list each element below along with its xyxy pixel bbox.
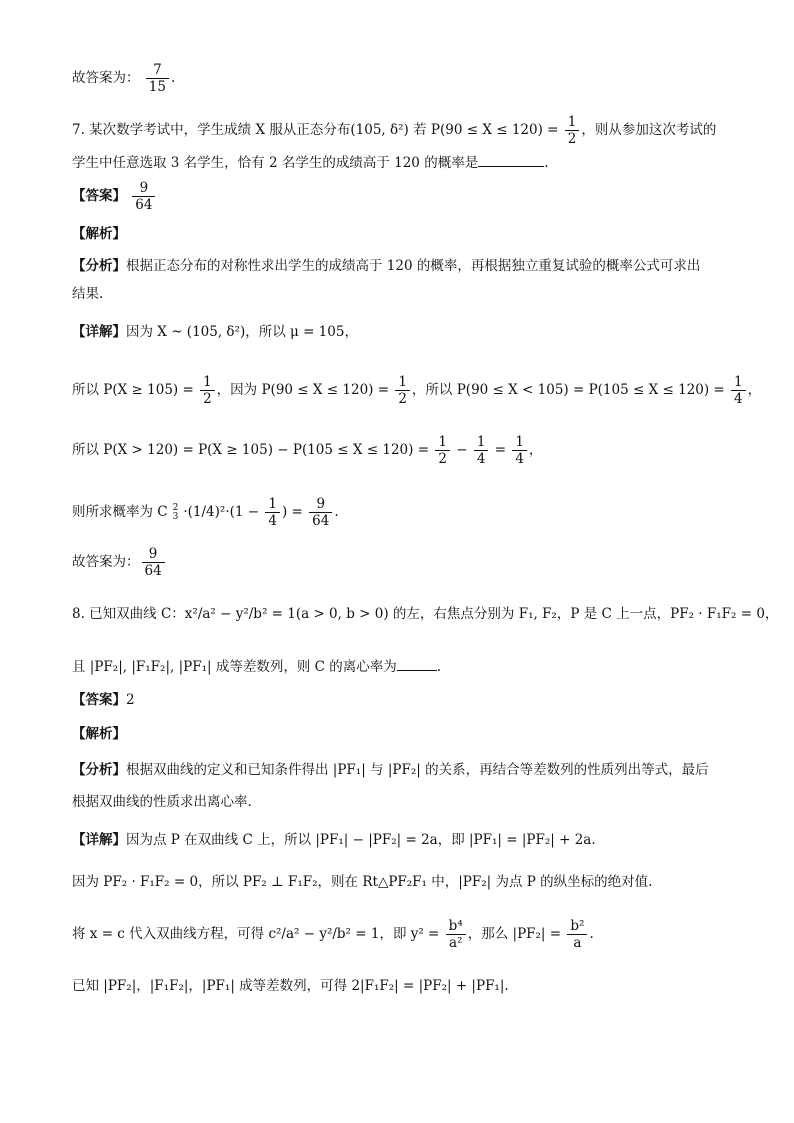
fraction-half: $\frac{1}{2}$ (565, 114, 580, 147)
detail-line-2: 所以 P(X ≥ 105) = $\frac{1}{2}$ ，因为 P(90 ≤ X ≤ 120) = $\frac{1}{2}$ ，所以 P(90 ≤ X < 105) = P(105 ≤ X ≤ 120) = $\frac{1}{4}$ ， (72, 374, 762, 407)
fraction-half: $\frac{1}{2}$ (435, 434, 450, 467)
analysis-heading-q8: 【解析】 (72, 726, 126, 742)
analysis-q8-line-2: 根据双曲线的性质求出离心率. (72, 794, 252, 810)
question-7-line-1: 7. 某次数学考试中，学生成绩 X 服从正态分布(105, δ²) 若 P(90 ≤ X ≤ 120) = $\frac{1}{2}$ ，则从参加这次考试的 (72, 114, 717, 147)
fraction-9-64: $\frac{9}{64}$ (142, 546, 165, 579)
fraction-7-15: $\frac{7}{15}$ (146, 62, 169, 95)
detail-line-3: 所以 P(X > 120) = P(X ≥ 105) − P(105 ≤ X ≤ 120) = $\frac{1}{2}$ − $\frac{1}{4}$ = $\frac{1}{4}$ ， (72, 434, 543, 467)
analysis-q8-line-1: 【分析】根据双曲线的定义和已知条件得出 |PF₁| 与 |PF₂| 的关系，再结合等差数列的性质列出等式，最后 (72, 762, 709, 778)
answer-blank (397, 656, 437, 671)
answer-line-q6: 故答案为： $\frac{7}{15}$ . (72, 62, 176, 95)
analysis-line-2: 结果. (72, 286, 104, 302)
fraction-quarter: $\frac{1}{4}$ (731, 374, 746, 407)
fraction-9-64: $\frac{9}{64}$ (309, 496, 332, 529)
fraction-b4-a2: $\frac{\text{b⁴}}{\text{a²}}$ (446, 918, 466, 951)
fraction-quarter: $\frac{1}{4}$ (512, 434, 527, 467)
detail-line-4: 则所求概率为 C 2 3 ·(1/4)²·(1 − $\frac{1}{4}$ ) = $\frac{9}{64}$ . (72, 496, 339, 529)
answer-line-q7-final: 故答案为： $\frac{9}{64}$ (72, 546, 167, 579)
analysis-heading-q7: 【解析】 (72, 226, 126, 242)
detail-q8-line-4: 已知 |PF₂|，|F₁F₂|，|PF₁| 成等差数列，可得 2|F₁F₂| = |PF₂| + |PF₁|. (72, 978, 509, 994)
fraction-half: $\frac{1}{2}$ (200, 374, 215, 407)
fraction-quarter: $\frac{1}{4}$ (265, 496, 280, 529)
detail-q8-line-1: 【详解】因为点 P 在双曲线 C 上，所以 |PF₁| − |PF₂| = 2a，即 |PF₁| = |PF₂| + 2a. (72, 832, 596, 848)
analysis-line-1: 【分析】根据正态分布的对称性求出学生的成绩高于 120 的概率，再根据独立重复试验的概率公式可求出 (72, 258, 701, 274)
answer-line-q8: 【答案】2 (72, 692, 135, 708)
answer-line-q7: 【答案】 $\frac{9}{64}$ (72, 180, 157, 213)
combination-index: 2 3 (172, 502, 179, 522)
detail-q8-line-2: 因为 PF₂ · F₁F₂ = 0，所以 PF₂ ⊥ F₁F₂，则在 Rt△PF₂F₁ 中，|PF₂| 为点 P 的纵坐标的绝对值. (72, 874, 653, 890)
question-8-line-2: 且 |PF₂|, |F₁F₂|, |PF₁| 成等差数列，则 C 的离心率为 . (72, 656, 441, 677)
answer-blank (478, 152, 544, 167)
fraction-half: $\frac{1}{2}$ (395, 374, 410, 407)
fraction-quarter: $\frac{1}{4}$ (474, 434, 489, 467)
fraction-9-64: $\frac{9}{64}$ (132, 180, 155, 213)
fraction-b2-a: $\frac{\text{b²}}{a}$ (567, 918, 587, 951)
question-7-line-2: 学生中任意选取 3 名学生，恰有 2 名学生的成绩高于 120 的概率是 . (72, 152, 549, 173)
detail-line-1: 【详解】因为 X ~ (105, δ²)，所以 μ = 105， (72, 324, 358, 340)
detail-q8-line-3: 将 x = c 代入双曲线方程，可得 c²/a² − y²/b² = 1，即 y² = $\frac{\text{b⁴}}{\text{a²}}$ ，那么 |PF₂| = $\frac{\text{b²}}{a}$ . (72, 918, 594, 951)
question-8-line-1: 8. 已知双曲线 C：x²/a² − y²/b² = 1(a > 0, b > 0) 的左，右焦点分别为 F₁, F₂，P 是 C 上一点，PF₂ · F₁F₂ = 0， (72, 606, 779, 622)
